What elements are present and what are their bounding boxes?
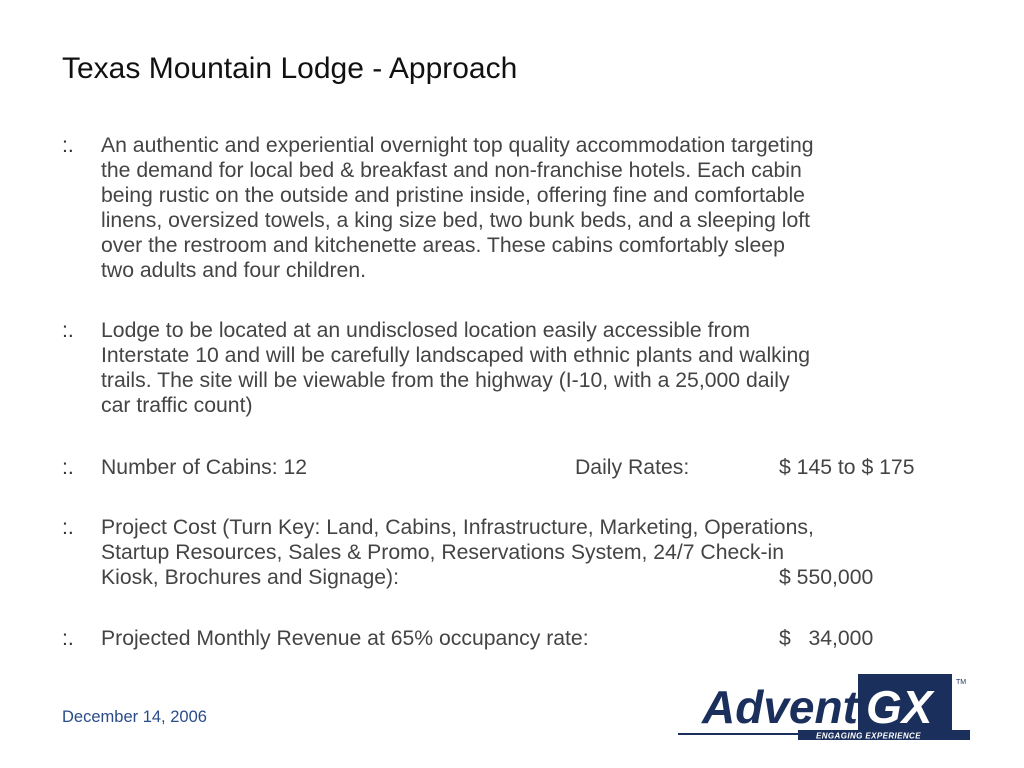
bullet-text-line: An authentic and experiential overnight top quality accommodation targeting xyxy=(101,134,814,157)
logo-tm: TM xyxy=(956,679,967,686)
revenue-value: $ 34,000 xyxy=(779,627,874,650)
bullet-text-line: Lodge to be located at an undisclosed location easily accessible from xyxy=(101,319,750,342)
bullet-text-line: Kiosk, Brochures and Signage): xyxy=(101,566,399,589)
bullet-project-cost xyxy=(62,515,874,590)
daily-rates-label: Daily Rates: xyxy=(575,456,690,479)
logo-word-advent: Advent xyxy=(702,681,858,733)
revenue-label: Projected Monthly Revenue at 65% occupancy rate: xyxy=(101,627,589,650)
bullet-text-line: being rustic on the outside and pristine inside, offering fine and comfortable xyxy=(101,184,805,207)
bullet-text-line: Interstate 10 and will be carefully landscaped with ethnic plants and walking xyxy=(101,344,811,367)
bullet-marker: :. xyxy=(62,627,74,650)
bullet-text-line: trails. The site will be viewable from the highway (I-10, with a 25,000 daily xyxy=(101,369,790,392)
bullet-cabins-rates xyxy=(62,455,915,480)
bullet-text-line: linens, oversized towels, a king size bed, two bunk beds, and a sleeping loft xyxy=(101,209,811,232)
bullet-marker: :. xyxy=(62,134,74,157)
bullet-marker: :. xyxy=(62,456,74,479)
bullet-monthly-revenue xyxy=(62,626,874,651)
project-cost-value: $ 550,000 xyxy=(779,566,874,589)
logo-word-gx: GX xyxy=(866,681,933,733)
bullet-text-line: Project Cost (Turn Key: Land, Cabins, Infrastructure, Marketing, Operations, xyxy=(101,516,814,539)
footer-date: December 14, 2006 xyxy=(62,708,207,726)
bullet-marker: :. xyxy=(62,319,74,342)
cabin-count: Number of Cabins: 12 xyxy=(101,456,308,479)
bullet-text-line: Startup Resources, Sales & Promo, Reservations System, 24/7 Check-in xyxy=(101,541,784,564)
adventgx-logo xyxy=(678,672,970,744)
bullet-text-line: over the restroom and kitchenette areas. These cabins comfortably sleep xyxy=(101,234,785,257)
bullet-text-line: the demand for local bed & breakfast and non-franchise hotels. Each cabin xyxy=(101,159,802,182)
bullet-text-line: two adults and four children. xyxy=(101,259,366,282)
bullet-text-line: car traffic count) xyxy=(101,394,253,417)
slide-title: Texas Mountain Lodge - Approach xyxy=(62,52,518,85)
logo-tagline: ENGAGING EXPERIENCE xyxy=(816,731,921,741)
bullet-accommodation xyxy=(62,133,814,283)
daily-rates-value: $ 145 to $ 175 xyxy=(779,456,915,479)
bullet-marker: :. xyxy=(62,516,74,539)
bullet-location xyxy=(62,318,810,418)
